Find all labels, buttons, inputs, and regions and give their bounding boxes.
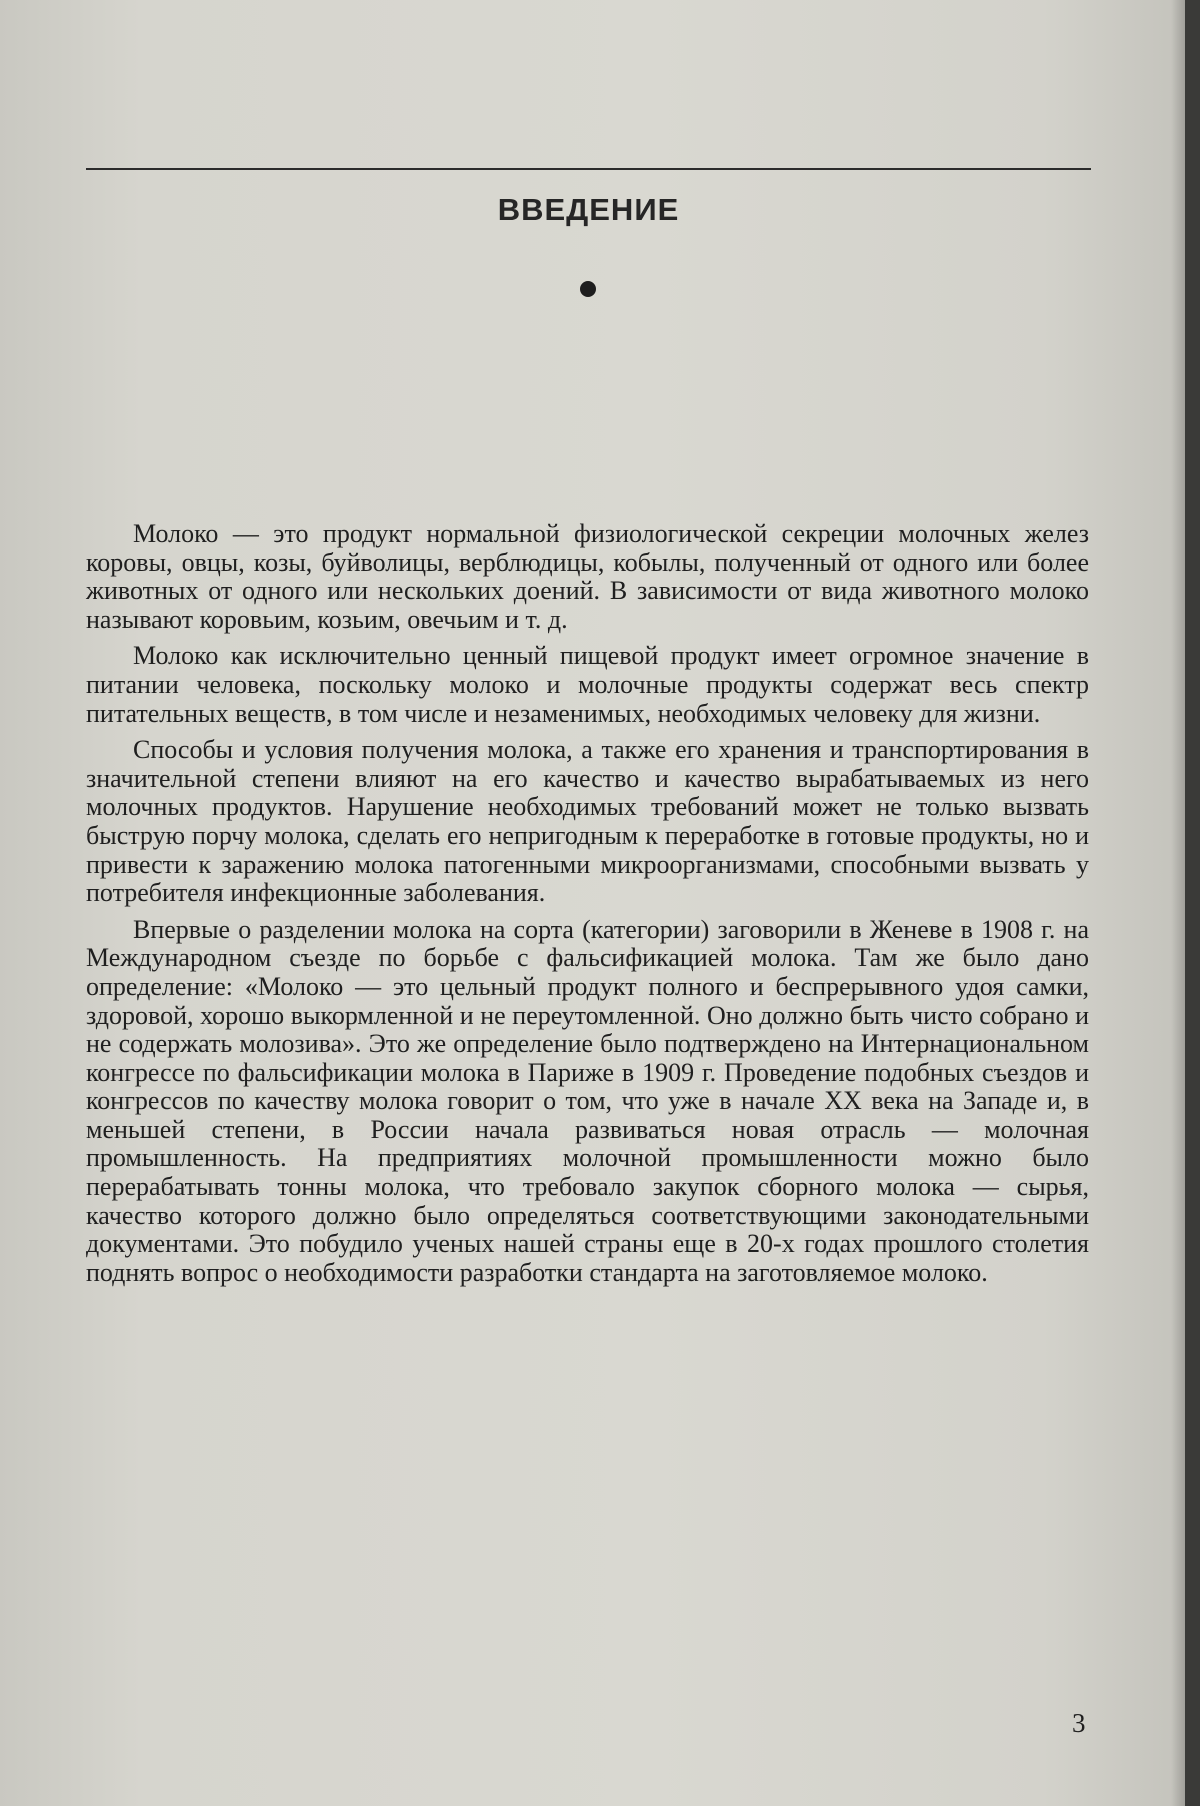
paragraph: Молоко — это продукт нормальной физиологической секреции молочных желез коровы, овцы, козы, буйволицы, верблюдицы, кобылы, полученный от одного или более животных от одного или нескольких доений. В зависимости от вида животного молоко называют коровьим, козьим, овечьим и т. д.: [86, 519, 1089, 634]
chapter-heading: ВВЕДЕНИЕ: [497, 192, 680, 227]
header-rule: [86, 168, 1091, 170]
body-text: [86, 520, 1089, 1295]
paragraph: Молоко как исключительно ценный пищевой продукт имеет огромное значение в питании человека, поскольку молоко и молочные продукты содержат весь спектр питательных веществ, в том числе и незаменимых, необходимых человеку для жизни.: [86, 641, 1089, 728]
paragraph: Способы и условия получения молока, а также его хранения и транспортирования в значительной степени влияют на его качество и качество вырабатываемых из него молочных продуктов. Нарушение необходимых требований может не только вызвать быструю порчу молока, сделать его непригодным к переработке в готовые продукты, но и привести к заражению молока патогенными микроорганизмами, способными вызвать у потребителя инфекционные заболевания.: [86, 735, 1089, 908]
page-number: 3: [1072, 1708, 1086, 1738]
ornament-dot: [580, 281, 596, 297]
paragraph: Впервые о разделении молока на сорта (категории) заговорили в Женеве в 1908 г. на Международном съезде по борьбе с фальсификацией молока. Там же было дано определение: «Молоко — это цельный продукт полного и беспрерывного удоя самки, здоровой, хорошо выкормленной и не переутомленной. Оно должно быть чисто собрано и не содержать молозива». Это же определение было подтверждено на Интернациональном конгрессе по фальсификации молока в Париже в 1909 г. Проведение подобных съездов и конгрессов по качеству молока говорит о том, что уже в начале XX века на Западе и, в меньшей степени, в России начала развиваться новая отрасль — молочная промышленность. На предприятиях молочной промышленности можно было перерабатывать тонны молока, что требовало закупок сборного молока — сырья, качество которого должно было определяться соответствующими законодательными документами. Это побудило ученых нашей страны еще в 20-х годах прошлого столетия поднять вопрос о необходимости разработки стандарта на заготовляемое молоко.: [86, 914, 1089, 1287]
